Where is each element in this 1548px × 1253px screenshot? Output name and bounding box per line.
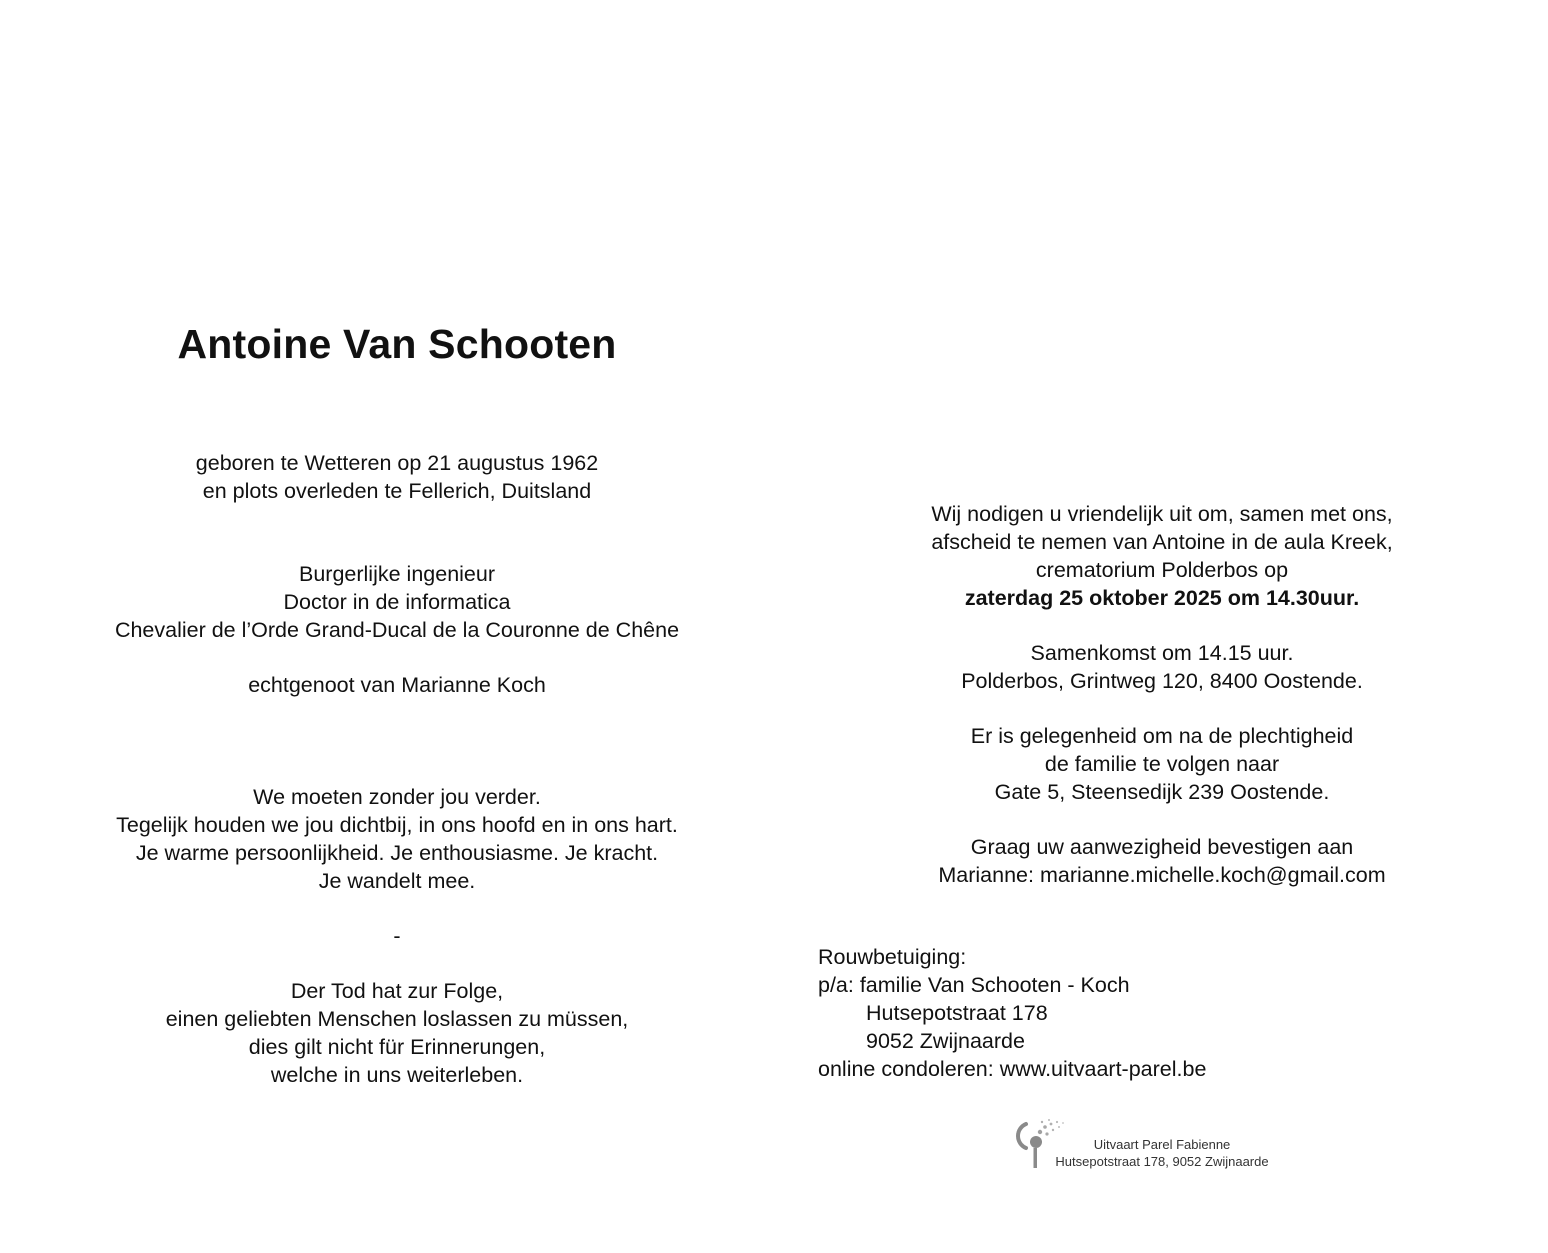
online-condolence-link[interactable]: online condoleren: www.uitvaart-parel.be — [818, 1057, 1207, 1081]
poem-line: Tegelijk houden we jou dichtbij, in ons hoofd en in ons hart. — [116, 813, 678, 837]
poem-dutch — [60, 783, 734, 895]
reception-info — [812, 722, 1512, 806]
condolence-recipient: p/a: familie Van Schooten - Koch — [818, 973, 1130, 997]
rsvp-line: Graag uw aanwezigheid bevestigen aan — [970, 835, 1354, 859]
title-line: Burgerlijke ingenieur — [299, 562, 495, 586]
ceremony-date: zaterdag 25 oktober 2025 om 14.30uur. — [964, 586, 1360, 610]
undertaker-info — [1046, 1136, 1278, 1170]
condolence-city: 9052 Zwijnaarde — [866, 1029, 1025, 1053]
gathering-address: Polderbos, Grintweg 120, 8400 Oostende. — [961, 669, 1363, 693]
undertaker-address: Hutsepotstraat 178, 9052 Zwijnaarde — [1055, 1154, 1269, 1169]
birth-line: geboren te Wetteren op 21 augustus 1962 — [195, 451, 599, 475]
separator-dash: - — [393, 924, 401, 948]
invitation-line: afscheid te nemen van Antoine in de aula Kreek, — [931, 530, 1393, 554]
spouse-line: echtgenoot van Marianne Koch — [248, 673, 546, 697]
poem-line: dies gilt nicht für Erinnerungen, — [248, 1035, 546, 1059]
poem-line: einen geliebten Menschen loslassen zu müssen, — [165, 1007, 629, 1031]
poem-line: welche in uns weiterleben. — [270, 1063, 524, 1087]
titles — [60, 560, 734, 644]
reception-address: Gate 5, Steensedijk 239 Oostende. — [994, 780, 1330, 804]
title-line: Chevalier de l’Orde Grand-Ducal de la Couronne de Chêne — [114, 618, 680, 642]
poem-line: Je warme persoonlijkheid. Je enthousiasme. Je kracht. — [135, 841, 659, 865]
undertaker-name: Uitvaart Parel Fabienne — [1093, 1137, 1231, 1152]
title-line: Doctor in de informatica — [283, 590, 511, 614]
poem-german — [60, 977, 734, 1089]
invitation-line: crematorium Polderbos op — [1035, 558, 1289, 582]
birth-death-info — [60, 449, 734, 505]
deceased-name: Antoine Van Schooten — [177, 321, 617, 367]
reception-line: de familie te volgen naar — [1044, 752, 1280, 776]
rsvp-info — [812, 833, 1512, 889]
condolence-heading: Rouwbetuiging: — [818, 945, 967, 969]
condolence-street: Hutsepotstraat 178 — [866, 1001, 1048, 1025]
poem-line: Je wandelt mee. — [318, 869, 476, 893]
poem-line: Der Tod hat zur Folge, — [290, 979, 504, 1003]
gathering-time: Samenkomst om 14.15 uur. — [1030, 641, 1294, 665]
reception-line: Er is gelegenheid om na de plechtigheid — [970, 724, 1354, 748]
invitation — [812, 500, 1512, 612]
invitation-line: Wij nodigen u vriendelijk uit om, samen met ons, — [931, 502, 1393, 526]
death-line: en plots overleden te Fellerich, Duitsland — [202, 479, 592, 503]
rsvp-contact: Marianne: marianne.michelle.koch@gmail.com — [938, 863, 1386, 887]
gathering-info — [812, 639, 1512, 695]
poem-line: We moeten zonder jou verder. — [253, 785, 541, 809]
condolence-address — [818, 943, 1206, 1083]
